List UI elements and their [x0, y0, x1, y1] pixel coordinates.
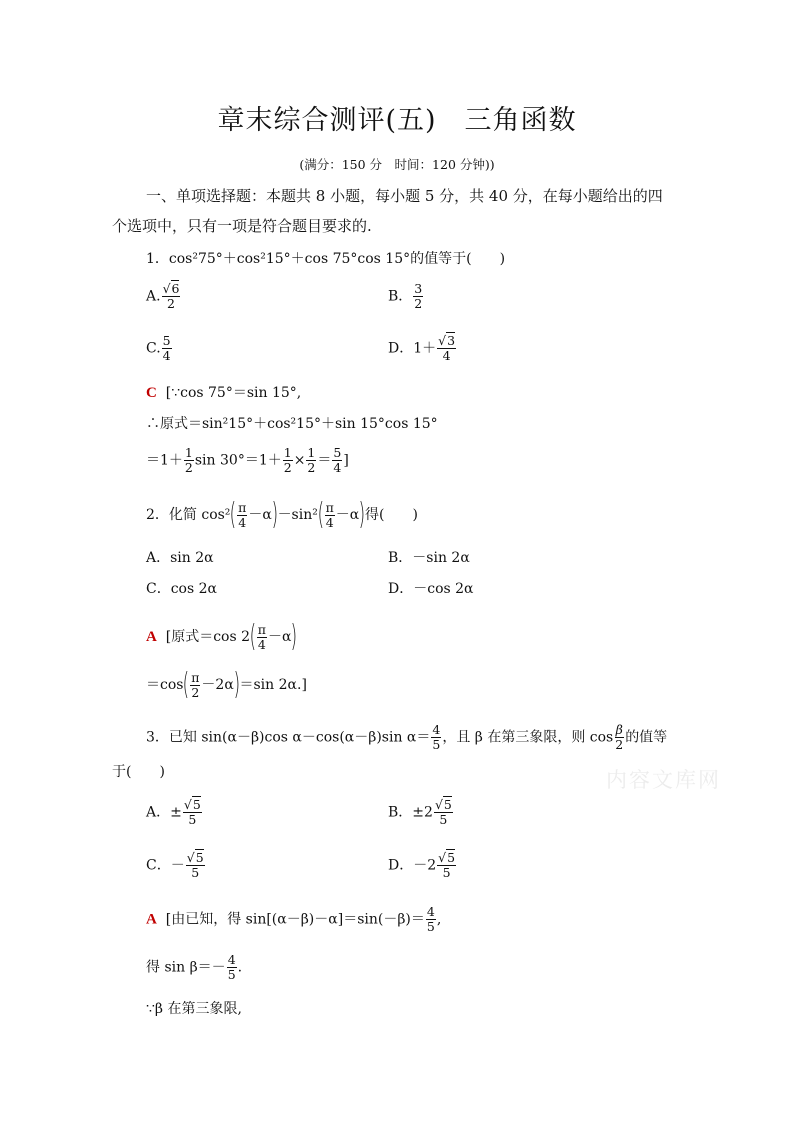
q2-option-d: D．－cos 2α	[388, 581, 474, 597]
q1-stem: 1．cos²75°＋cos²15°＋cos 75°cos 15°的值等于( )	[146, 251, 506, 267]
section-heading-cont: 个选项中，只有一项是符合题目要求的.	[112, 217, 372, 235]
q3-stem-cont: 于( )	[112, 764, 165, 780]
q3-answer: A	[146, 911, 157, 928]
section-heading: 一、单项选择题：本题共 8 小题，每小题 5 分，共 40 分，在每小题给出的四	[146, 187, 663, 205]
q3-solution-line1: A [由已知，得 sin[(α－β)－α]＝sin(－β)＝ $\frac{4}{5}$ ,	[146, 904, 442, 934]
page-title: 章末综合测评(五) 三角函数	[217, 105, 577, 136]
q1-option-d: D．1＋ $\frac{√3}{4}$	[388, 333, 456, 363]
q3-solution-line2: 得 sin β＝－ $\frac{4}{5}$ .	[146, 952, 243, 982]
q2-answer: A	[146, 629, 157, 645]
q1-option-b: B． $\frac{3}{2}$	[388, 281, 423, 311]
q1-option-c: C. $\frac{5}{4}$	[146, 333, 171, 363]
q2-stem: 2．化简 cos²( $\frac{\pi}{4}$ －α)－sin²( $\frac{\pi}{4}$ －α)得( )	[146, 497, 418, 532]
q2-solution-line2: ＝cos( $\frac{\pi}{2}$ －2α)＝sin 2α.]	[146, 667, 307, 702]
q1-option-a: A. $\frac{√6}{2}$	[146, 281, 180, 311]
q3-solution-line3: ∵β 在第三象限,	[146, 1001, 242, 1017]
q3-option-c: C．－ $\frac{√5}{5}$	[146, 850, 204, 880]
q2-solution-line1: A [原式＝cos 2( $\frac{\pi}{4}$ －α)	[146, 619, 298, 654]
q2-option-a: A．sin 2α	[146, 550, 214, 566]
q1-solution-line2: ∴原式＝sin²15°＋cos²15°＋sin 15°cos 15°	[146, 416, 438, 432]
q2-option-b: B．－sin 2α	[388, 550, 470, 566]
q3-option-d: D．－2 $\frac{√5}{5}$	[388, 850, 456, 880]
q3-stem: 3．已知 sin(α－β)cos α－cos(α－β)sin α＝ $\frac{4}{5}$ ，且 β 在第三象限，则 cos $\frac{\beta}{2}$ 的值等	[146, 722, 668, 752]
q1-solution-line1: C [∵cos 75°＝sin 15°,	[146, 385, 302, 401]
watermark: 内容文库网	[606, 768, 721, 792]
q3-option-a: A．± $\frac{√5}{5}$	[146, 797, 201, 827]
q3-option-b: B．±2 $\frac{√5}{5}$	[388, 797, 452, 827]
q1-solution-line3: ＝1＋ $\frac{1}{2}$ sin 30°＝1＋ $\frac{1}{2}$ × $\frac{1}{2}$ ＝ $\frac{5}{4}$ ]	[146, 445, 349, 475]
subtitle: (满分：150 分 时间：120 分钟))	[299, 157, 495, 172]
q2-option-c: C．cos 2α	[146, 581, 217, 597]
q1-answer: C	[146, 385, 157, 401]
